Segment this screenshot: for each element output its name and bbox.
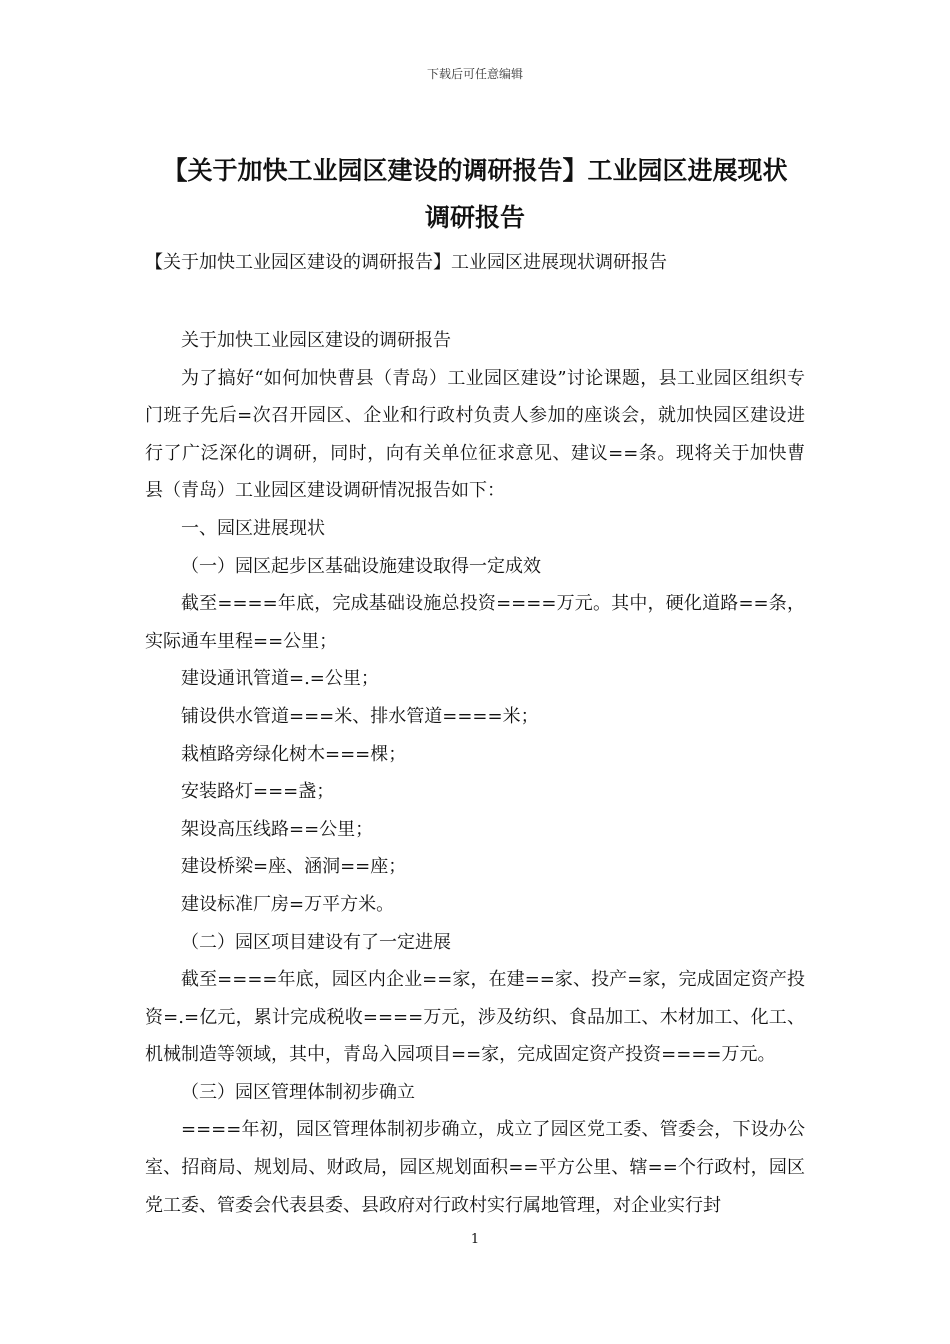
paragraph-report-heading: 关于加快工业园区建设的调研报告 (181, 330, 451, 351)
paragraph: ====年初，园区管理体制初步确立，成立了园区党工委、管委会，下设办公室、招商局、规划局、财政局，园区规划面积==平方公里、辖==个行政村，园区党工委、管委会代表县委、县政府对行政村实行属地管理，对企业实行封 (145, 1119, 805, 1216)
paragraph: 截至====年底，园区内企业==家，在建==家、投产=家，完成固定资产投资=.=亿元，累计完成税收====万元，涉及纺织、食品加工、木材加工、化工、机械制造等领域，其中，青岛入园项目==家，完成固定资产投资====万元。 (145, 969, 805, 1066)
paragraph: 截至====年底，完成基础设施总投资====万元。其中，硬化道路==条，实际通车里程==公里； (145, 593, 805, 652)
subsection-heading-projects: （二）园区项目建设有了一定进展 (181, 931, 451, 953)
paragraph: 建设桥梁=座、涵洞==座； (181, 856, 407, 878)
paragraph-intro: 为了搞好“如何加快曹县（青岛）工业园区建设”讨论课题，县工业园区组织专门班子先后=次召开园区、企业和行政村负责人参加的座谈会，就加快园区建设进行了广泛深化的调研，同时，向有关单位征求意见、建议==条。现将关于加快曹县（青岛）工业园区建设调研情况报告如下： (145, 367, 805, 502)
paragraph: 架设高压线路==公里； (181, 818, 374, 840)
document-title-line-2: 调研报告 (424, 203, 525, 232)
page-header: 下载后可任意编辑 (426, 67, 523, 81)
subsection-heading-infrastructure: （一）园区起步区基础设施建设取得一定成效 (181, 555, 541, 577)
paragraph: 建设标准厂房=万平方米。 (181, 893, 395, 915)
section-heading-status: 一、园区进展现状 (181, 517, 325, 539)
paragraph: 建设通讯管道=.=公里； (181, 668, 379, 690)
subsection-heading-management: （三）园区管理体制初步确立 (181, 1081, 415, 1103)
document-title-line-1: 【关于加快工业园区建设的调研报告】工业园区进展现状 (162, 156, 788, 185)
paragraph: 铺设供水管道===米、排水管道====米； (181, 705, 539, 727)
document-body (145, 322, 805, 1224)
document-subtitle: 【关于加快工业园区建设的调研报告】工业园区进展现状调研报告 (145, 252, 667, 273)
paragraph: 安装路灯===盏； (181, 781, 335, 803)
page-number: 1 (470, 1232, 480, 1247)
paragraph: 栽植路旁绿化树木===棵； (181, 743, 407, 765)
